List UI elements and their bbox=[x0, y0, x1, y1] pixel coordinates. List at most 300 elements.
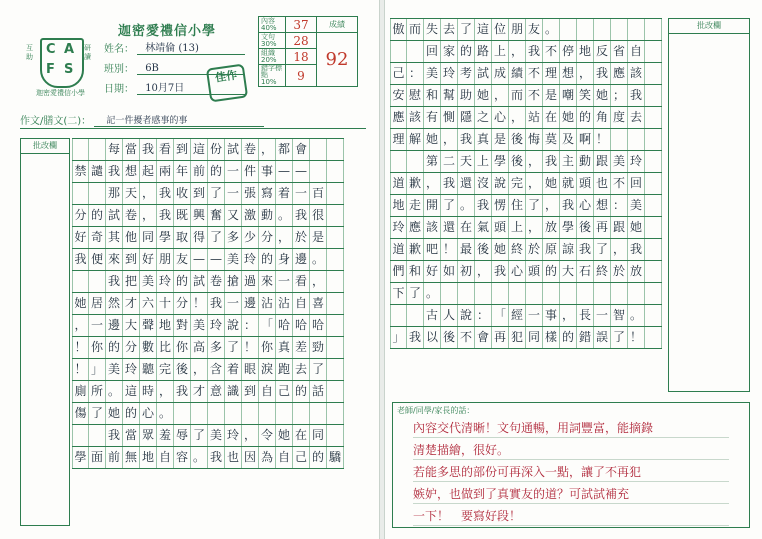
grid-cell: ， bbox=[140, 205, 157, 226]
grid-cell: 如 bbox=[441, 261, 458, 282]
grid-cell: 真 bbox=[475, 129, 492, 150]
grid-cell: ！ bbox=[242, 337, 259, 358]
grid-cell: 走 bbox=[407, 195, 424, 216]
grid-cell bbox=[628, 129, 645, 150]
grid-cell bbox=[310, 403, 327, 424]
grid-cell: 又 bbox=[225, 205, 242, 226]
grid-cell: 了 bbox=[526, 195, 543, 216]
grid-cell: 站 bbox=[526, 107, 543, 128]
grid-cell: ， bbox=[526, 217, 543, 238]
grid-cell: 心 bbox=[492, 107, 509, 128]
grid-cell: 沒 bbox=[475, 173, 492, 194]
grid-cell: 她 bbox=[492, 239, 509, 260]
grid-cell: 氣 bbox=[475, 217, 492, 238]
grid-cell: 。 bbox=[276, 205, 293, 226]
grid-cell: 我 bbox=[628, 85, 645, 106]
grid-cell: 到 bbox=[191, 183, 208, 204]
grid-cell: 想 bbox=[560, 63, 577, 84]
grid-cell: 學 bbox=[492, 151, 509, 172]
grid-cell: 了 bbox=[458, 19, 475, 40]
grid-row bbox=[390, 283, 662, 305]
grid-cell: 一 bbox=[225, 183, 242, 204]
score-value: 37 bbox=[286, 17, 317, 33]
grid-cell: 廁 bbox=[72, 381, 89, 402]
score-label: 內容 40% bbox=[259, 17, 286, 33]
grid-cell: 了 bbox=[191, 425, 208, 446]
grid-cell: 邊 bbox=[293, 249, 310, 270]
grid-cell: ， bbox=[259, 139, 276, 160]
grid-cell: 試 bbox=[106, 205, 123, 226]
grid-cell: 嘲 bbox=[560, 85, 577, 106]
grid-cell: 少 bbox=[242, 227, 259, 248]
grid-cell: 傷 bbox=[72, 403, 89, 424]
comment-line: 若能多思的部份可再深入一點，讓了不再犯 bbox=[413, 463, 729, 482]
grid-cell: 位 bbox=[492, 19, 509, 40]
grid-cell: 心 bbox=[140, 403, 157, 424]
grid-cell: 得 bbox=[191, 227, 208, 248]
score-label: 文句 30% bbox=[259, 33, 286, 49]
grid-cell: ， bbox=[492, 85, 509, 106]
grid-cell: 這 bbox=[475, 19, 492, 40]
grid-cell bbox=[560, 19, 577, 40]
grid-cell bbox=[458, 283, 475, 304]
grid-cell bbox=[645, 173, 662, 194]
grid-cell: 友 bbox=[174, 249, 191, 270]
grid-cell: 大 bbox=[123, 315, 140, 336]
grid-cell: 一 bbox=[89, 315, 106, 336]
comment-line: 清楚描繪，很好。 bbox=[413, 441, 729, 460]
grid-cell: 了 bbox=[441, 195, 458, 216]
crest-letter: A bbox=[64, 42, 75, 57]
grid-cell: — bbox=[276, 161, 293, 182]
grid-cell: 回 bbox=[424, 41, 441, 62]
grid-row bbox=[72, 403, 344, 425]
grid-cell: ！ bbox=[72, 337, 89, 358]
grid-cell: 心 bbox=[509, 261, 526, 282]
grid-cell: 數 bbox=[140, 337, 157, 358]
score-label: 錯字標點 10% bbox=[259, 65, 286, 87]
grid-cell: ， bbox=[577, 63, 594, 84]
grid-cell: 玲 bbox=[225, 425, 242, 446]
grid-cell: 開 bbox=[424, 195, 441, 216]
grid-cell bbox=[327, 271, 344, 292]
crest-letter: C bbox=[46, 42, 56, 57]
grid-cell: 很 bbox=[310, 205, 327, 226]
grid-cell: 到 bbox=[123, 249, 140, 270]
grid-cell: 樣 bbox=[543, 327, 560, 348]
grid-cell: 該 bbox=[424, 217, 441, 238]
grid-cell: 他 bbox=[123, 227, 140, 248]
comment-title: 老師/同學/家長的話： bbox=[397, 406, 475, 415]
grid-cell: ！ bbox=[594, 129, 611, 150]
grid-row bbox=[390, 195, 662, 217]
grid-cell: 說 bbox=[492, 173, 509, 194]
grid-row bbox=[390, 41, 662, 63]
grid-cell: 天 bbox=[123, 183, 140, 204]
left-page bbox=[0, 0, 378, 539]
grid-row bbox=[390, 327, 662, 349]
grid-cell: 跟 bbox=[611, 217, 628, 238]
grid-cell: 地 bbox=[157, 315, 174, 336]
grid-cell bbox=[390, 41, 407, 62]
crest-left-motto: 互助 bbox=[26, 44, 33, 61]
grid-cell: 地 bbox=[140, 447, 157, 468]
grid-cell: 隱 bbox=[458, 107, 475, 128]
grid-row bbox=[72, 337, 344, 359]
grid-cell: 令 bbox=[259, 425, 276, 446]
grid-cell: 不 bbox=[526, 63, 543, 84]
grid-cell bbox=[645, 327, 662, 348]
grid-cell: ， bbox=[560, 305, 577, 326]
grid-cell: 我 bbox=[475, 195, 492, 216]
grid-cell: 心 bbox=[577, 195, 594, 216]
grid-cell: 了 bbox=[310, 359, 327, 380]
grid-cell: 前 bbox=[191, 161, 208, 182]
grid-cell: 在 bbox=[293, 425, 310, 446]
grid-cell: 理 bbox=[390, 129, 407, 150]
comment-line: 內容交代清晰！文句通暢，用詞豐富，能摘錄 bbox=[413, 419, 729, 438]
grid-cell: 她 bbox=[475, 85, 492, 106]
grid-row bbox=[390, 239, 662, 261]
grid-cell: — bbox=[293, 161, 310, 182]
grid-cell bbox=[327, 425, 344, 446]
grid-cell: 上 bbox=[509, 217, 526, 238]
grid-cell: 真 bbox=[276, 337, 293, 358]
grid-cell: 」 bbox=[89, 359, 106, 380]
grid-cell: 辱 bbox=[174, 425, 191, 446]
grid-cell: 我 bbox=[594, 63, 611, 84]
grid-cell: 的 bbox=[458, 41, 475, 62]
grid-cell bbox=[526, 283, 543, 304]
grid-cell bbox=[543, 283, 560, 304]
grid-cell: 到 bbox=[174, 139, 191, 160]
grid-cell bbox=[225, 403, 242, 424]
grid-cell: 我 bbox=[543, 151, 560, 172]
grid-cell: 解 bbox=[407, 129, 424, 150]
grid-cell bbox=[611, 129, 628, 150]
grid-cell: 歉 bbox=[407, 239, 424, 260]
grid-cell: 我 bbox=[157, 205, 174, 226]
grid-cell: 了 bbox=[208, 227, 225, 248]
grid-cell: 犯 bbox=[509, 327, 526, 348]
grid-cell: 績 bbox=[509, 63, 526, 84]
grid-cell: 朋 bbox=[509, 19, 526, 40]
grid-cell: 。 bbox=[191, 447, 208, 468]
grid-cell: 的 bbox=[208, 161, 225, 182]
grid-cell: 興 bbox=[191, 205, 208, 226]
grid-cell: 取 bbox=[174, 227, 191, 248]
grid-cell: 哈 bbox=[276, 315, 293, 336]
grid-cell: 初 bbox=[458, 261, 475, 282]
grid-cell bbox=[89, 183, 106, 204]
grid-cell: 也 bbox=[225, 447, 242, 468]
grid-cell: ； bbox=[611, 85, 628, 106]
grid-cell: 了 bbox=[594, 239, 611, 260]
grid-cell: 於 bbox=[526, 239, 543, 260]
grid-cell: 地 bbox=[577, 41, 594, 62]
grid-cell: 頭 bbox=[526, 261, 543, 282]
grid-cell: 了 bbox=[225, 337, 242, 358]
grid-cell bbox=[645, 195, 662, 216]
date-value: 10月7日 bbox=[145, 83, 185, 94]
grid-cell: 我 bbox=[526, 41, 543, 62]
grid-cell: 歉 bbox=[407, 173, 424, 194]
grid-cell: 。 bbox=[106, 381, 123, 402]
grid-cell: 了 bbox=[407, 283, 424, 304]
grid-cell: 悔 bbox=[526, 129, 543, 150]
grid-cell: 多 bbox=[225, 227, 242, 248]
grid-cell: 來 bbox=[259, 271, 276, 292]
grid-cell bbox=[577, 283, 594, 304]
grid-row bbox=[390, 85, 662, 107]
grid-cell: 哈 bbox=[293, 315, 310, 336]
grid-cell: 卷 bbox=[123, 205, 140, 226]
grid-cell: 我 bbox=[208, 447, 225, 468]
grid-cell: 會 bbox=[293, 139, 310, 160]
grid-cell bbox=[594, 283, 611, 304]
grid-row bbox=[72, 293, 344, 315]
grid-cell: 羞 bbox=[157, 425, 174, 446]
grid-cell: 自 bbox=[157, 447, 174, 468]
award-stamp: 佳作 bbox=[206, 64, 248, 103]
grid-cell: 後 bbox=[509, 151, 526, 172]
grid-cell bbox=[72, 425, 89, 446]
grid-row bbox=[72, 249, 344, 271]
grid-cell: 美 bbox=[191, 315, 208, 336]
grid-cell: 理 bbox=[543, 63, 560, 84]
grid-cell: 和 bbox=[424, 85, 441, 106]
grid-cell: 既 bbox=[174, 205, 191, 226]
grid-cell: 朋 bbox=[157, 249, 174, 270]
grid-cell bbox=[475, 283, 492, 304]
grid-cell: 考 bbox=[458, 63, 475, 84]
grid-cell: 該 bbox=[628, 63, 645, 84]
score-value: 28 bbox=[286, 33, 317, 49]
grid-cell: 跑 bbox=[276, 359, 293, 380]
grid-cell: 幫 bbox=[441, 85, 458, 106]
grid-cell bbox=[310, 139, 327, 160]
topic-title: 記一件擾者感事的事 bbox=[106, 116, 188, 126]
grid-cell: ， bbox=[191, 359, 208, 380]
grid-cell: 下 bbox=[390, 283, 407, 304]
grid-cell: 驕 bbox=[327, 447, 344, 468]
grid-cell: 其 bbox=[106, 227, 123, 248]
grid-cell: 玲 bbox=[123, 359, 140, 380]
grid-cell: 比 bbox=[157, 337, 174, 358]
grid-cell: 也 bbox=[594, 173, 611, 194]
grid-cell: 奮 bbox=[208, 205, 225, 226]
grid-cell: 卷 bbox=[208, 271, 225, 292]
grid-cell: 於 bbox=[611, 261, 628, 282]
grid-cell: 美 bbox=[208, 425, 225, 446]
grid-row bbox=[390, 173, 662, 195]
grid-cell: 便 bbox=[89, 249, 106, 270]
grid-cell bbox=[645, 239, 662, 260]
marking-column-header: 批改欄 bbox=[21, 139, 69, 154]
grid-cell: 不 bbox=[611, 173, 628, 194]
grid-cell: 去 bbox=[628, 107, 645, 128]
grid-cell: ， bbox=[424, 173, 441, 194]
grid-cell: ！ bbox=[72, 359, 89, 380]
grid-cell: 還 bbox=[441, 217, 458, 238]
score-value: 18 bbox=[286, 49, 317, 65]
grid-cell: ， bbox=[157, 381, 174, 402]
grid-cell: ， bbox=[509, 41, 526, 62]
grid-cell: 所 bbox=[89, 381, 106, 402]
grid-cell: 自 bbox=[293, 293, 310, 314]
grid-cell: 石 bbox=[577, 261, 594, 282]
comment-line: 嫉妒，也做到了真實友的道？可試試補充 bbox=[413, 485, 729, 504]
grid-cell: 禁 bbox=[72, 161, 89, 182]
grid-cell: 而 bbox=[509, 85, 526, 106]
grid-cell: 第 bbox=[424, 151, 441, 172]
grid-cell: 着 bbox=[276, 183, 293, 204]
grid-cell: 我 bbox=[106, 271, 123, 292]
grid-cell: 不 bbox=[526, 85, 543, 106]
grid-cell: 和 bbox=[407, 261, 424, 282]
grid-cell bbox=[72, 183, 89, 204]
grid-cell: 張 bbox=[242, 183, 259, 204]
grid-cell: 高 bbox=[191, 337, 208, 358]
grid-cell: 六 bbox=[140, 293, 157, 314]
grid-cell: 意 bbox=[208, 381, 225, 402]
grid-cell: 學 bbox=[72, 447, 89, 468]
grid-cell: 錯 bbox=[577, 327, 594, 348]
grid-cell bbox=[645, 305, 662, 326]
grid-cell: 大 bbox=[560, 261, 577, 282]
grid-cell: 差 bbox=[293, 337, 310, 358]
grid-cell: 古 bbox=[424, 305, 441, 326]
grid-cell: 我 bbox=[157, 183, 174, 204]
grid-cell: 終 bbox=[594, 261, 611, 282]
grid-cell bbox=[645, 107, 662, 128]
grid-cell: 眾 bbox=[140, 425, 157, 446]
grid-cell: 十 bbox=[157, 293, 174, 314]
score-table bbox=[258, 16, 358, 87]
grid-cell: 上 bbox=[492, 41, 509, 62]
grid-cell: 。 bbox=[458, 195, 475, 216]
grid-cell: 事 bbox=[543, 305, 560, 326]
grid-cell: 我 bbox=[458, 129, 475, 150]
grid-cell: 我 bbox=[140, 139, 157, 160]
grid-cell: ！ bbox=[191, 293, 208, 314]
grid-cell: 的 bbox=[293, 381, 310, 402]
grid-row bbox=[72, 315, 344, 337]
name-label: 姓名： bbox=[104, 44, 134, 55]
grid-cell: 己 bbox=[276, 381, 293, 402]
grid-cell: 她 bbox=[594, 85, 611, 106]
grid-cell: 應 bbox=[611, 63, 628, 84]
grid-cell: 分 bbox=[72, 205, 89, 226]
grid-cell: 沾 bbox=[276, 293, 293, 314]
grid-cell: 份 bbox=[208, 139, 225, 160]
grid-cell: 應 bbox=[390, 107, 407, 128]
grid-cell: 每 bbox=[106, 139, 123, 160]
grid-cell: 收 bbox=[174, 183, 191, 204]
grid-cell: 慰 bbox=[407, 85, 424, 106]
grid-cell: 美 bbox=[140, 271, 157, 292]
grid-cell: 省 bbox=[611, 41, 628, 62]
grid-cell bbox=[611, 283, 628, 304]
grid-cell: 路 bbox=[475, 41, 492, 62]
grid-cell: 吧 bbox=[424, 239, 441, 260]
grid-cell bbox=[509, 283, 526, 304]
grid-cell: 的 bbox=[543, 261, 560, 282]
grid-cell bbox=[645, 129, 662, 150]
grid-cell: 自 bbox=[628, 41, 645, 62]
grid-cell bbox=[242, 403, 259, 424]
grid-cell: 事 bbox=[259, 161, 276, 182]
grid-cell: 自 bbox=[276, 447, 293, 468]
grid-cell: 是 bbox=[310, 227, 327, 248]
grid-cell: 道 bbox=[390, 239, 407, 260]
grid-cell: 勁 bbox=[310, 337, 327, 358]
grid-cell bbox=[577, 19, 594, 40]
grid-cell: 之 bbox=[475, 107, 492, 128]
grid-cell: 玲 bbox=[628, 151, 645, 172]
school-crest bbox=[26, 38, 96, 98]
grid-cell: 一 bbox=[293, 183, 310, 204]
grid-cell bbox=[327, 381, 344, 402]
grid-cell: 己 bbox=[390, 63, 407, 84]
grid-cell bbox=[441, 283, 458, 304]
grid-cell: 有 bbox=[424, 107, 441, 128]
grid-cell: 這 bbox=[123, 381, 140, 402]
grid-cell bbox=[492, 283, 509, 304]
name-value: 林靖倫 (13) bbox=[145, 43, 199, 54]
grid-cell: 以 bbox=[424, 327, 441, 348]
grid-cell: 她 bbox=[72, 293, 89, 314]
composition-topic bbox=[20, 112, 264, 127]
grid-row bbox=[72, 381, 344, 403]
crest-shield bbox=[40, 38, 84, 88]
grid-cell: 因 bbox=[242, 447, 259, 468]
grid-cell: 一 bbox=[225, 161, 242, 182]
grid-cell: ， bbox=[441, 129, 458, 150]
grid-cell: 及 bbox=[560, 129, 577, 150]
grid-cell: 含 bbox=[208, 359, 225, 380]
grid-cell: 頭 bbox=[492, 217, 509, 238]
grid-cell: ： bbox=[475, 305, 492, 326]
grid-cell: 譴 bbox=[89, 161, 106, 182]
grid-cell: 過 bbox=[242, 271, 259, 292]
grid-cell: 會 bbox=[475, 327, 492, 348]
grid-cell bbox=[645, 283, 662, 304]
grid-cell bbox=[327, 227, 344, 248]
grid-cell: 成 bbox=[492, 63, 509, 84]
grid-cell: 動 bbox=[259, 205, 276, 226]
grid-cell: 邊 bbox=[242, 293, 259, 314]
grid-cell: 」 bbox=[390, 327, 407, 348]
grid-cell bbox=[327, 161, 344, 182]
grid-cell: 終 bbox=[509, 239, 526, 260]
grid-cell: 了 bbox=[208, 183, 225, 204]
grid-cell: 試 bbox=[191, 271, 208, 292]
grid-cell: 容 bbox=[174, 447, 191, 468]
grid-cell: 我 bbox=[106, 425, 123, 446]
grid-cell: 最 bbox=[458, 239, 475, 260]
grid-cell: 才 bbox=[191, 381, 208, 402]
grid-cell bbox=[645, 217, 662, 238]
grid-row bbox=[72, 359, 344, 381]
grid-cell bbox=[259, 403, 276, 424]
grid-cell bbox=[645, 19, 662, 40]
grid-cell: ， bbox=[526, 151, 543, 172]
score-total: 92 bbox=[317, 33, 358, 87]
grid-cell: 同 bbox=[310, 425, 327, 446]
grid-cell: 道 bbox=[390, 173, 407, 194]
grid-cell: 。 bbox=[628, 305, 645, 326]
